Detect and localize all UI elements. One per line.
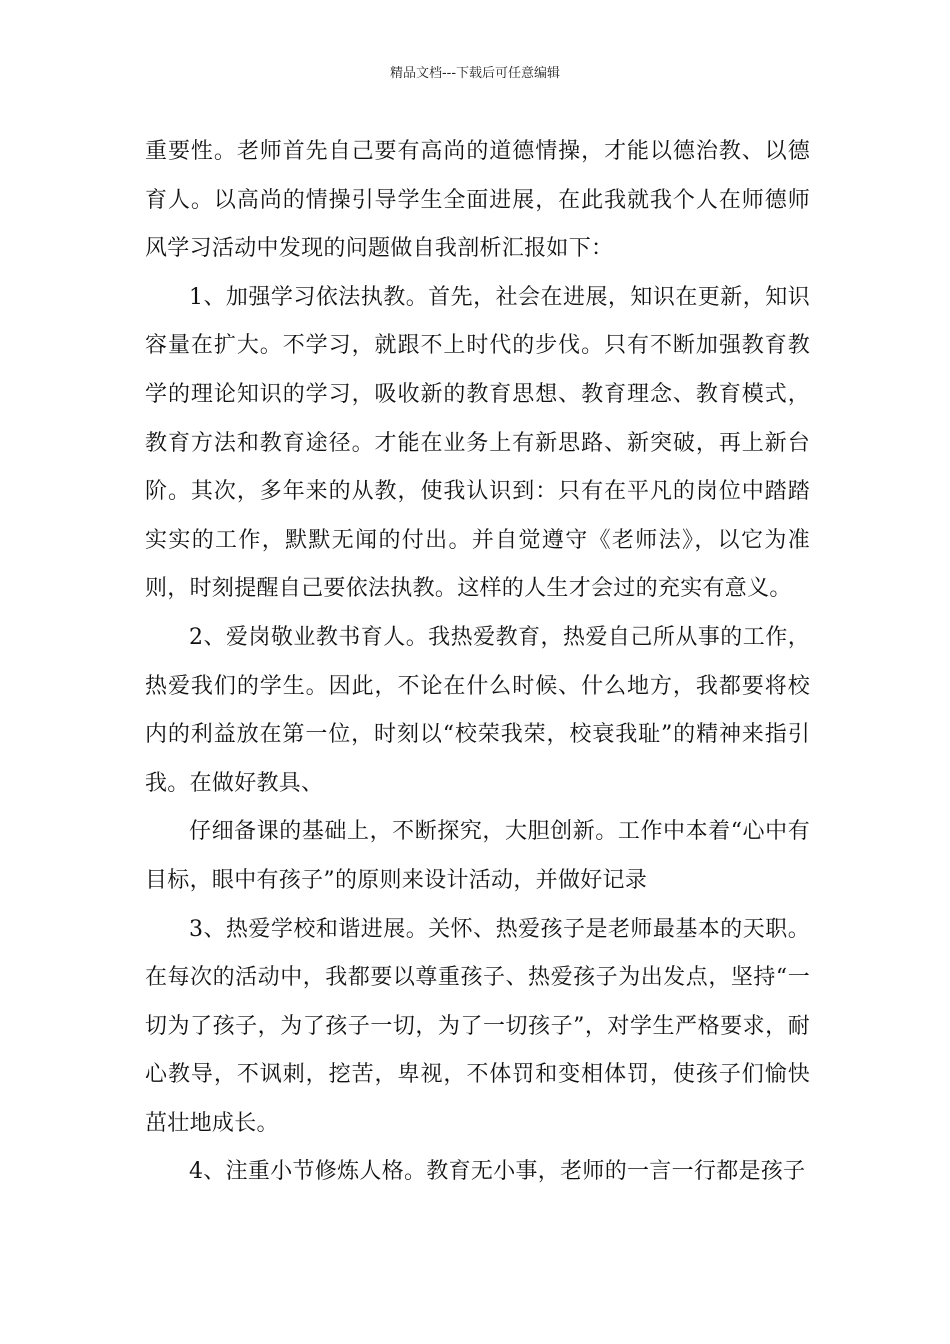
document-body xyxy=(145,128,810,1197)
paragraph-item-3: 3、热爱学校和谐进展。关怀、热爱孩子是老师最基本的天职。在每次的活动中，我都要以尊重孩子、热爱孩子为出发点，坚持“一切为了孩子，为了孩子一切，为了一切孩子”，对学生严格要求，耐心教导，不讽刺，挖苦，卑视，不体罚和变相体罚，使孩子们愉快茁壮地成长。 xyxy=(145,916,810,1136)
paragraph-intro: 重要性。老师首先自己要有高尚的道德情操，才能以德治教、以德育人。以高尚的情操引导学生全面进展，在此我就我个人在师德师风学习活动中发现的问题做自我剖析汇报如下： xyxy=(145,139,810,262)
page-header: 精品文档---下载后可任意编辑 xyxy=(389,66,561,81)
paragraph-item-2: 2、爱岗敬业教书育人。我热爱教育，热爱自己所从事的工作，热爱我们的学生。因此，不论在什么时候、什么地方，我都要将校内的利益放在第一位，时刻以“校荣我荣，校衰我耻”的精神来指引我。在做好教具、 xyxy=(145,624,810,796)
paragraph-item-1: 1、加强学习依法执教。首先，社会在进展，知识在更新，知识容量在扩大。不学习，就跟不上时代的步伐。只有不断加强教育教学的理论知识的学习，吸收新的教育思想、教育理念、教育模式，教育方法和教育途径。才能在业务上有新思路、新突破，再上新台阶。其次，多年来的从教，使我认识到：只有在平凡的岗位中踏踏实实的工作，默默无闻的付出。并自觉遵守《老师法》，以它为准则，时刻提醒自己要依法执教。这样的人生才会过的充实有意义。 xyxy=(145,284,810,602)
paragraph-item-2-continued: 仔细备课的基础上，不断探究，大胆创新。工作中本着“心中有目标，眼中有孩子”的原则来设计活动，并做好记录 xyxy=(145,819,810,893)
paragraph-item-4: 4、注重小节修炼人格。教育无小事，老师的一言一行都是孩子 xyxy=(189,1159,806,1185)
